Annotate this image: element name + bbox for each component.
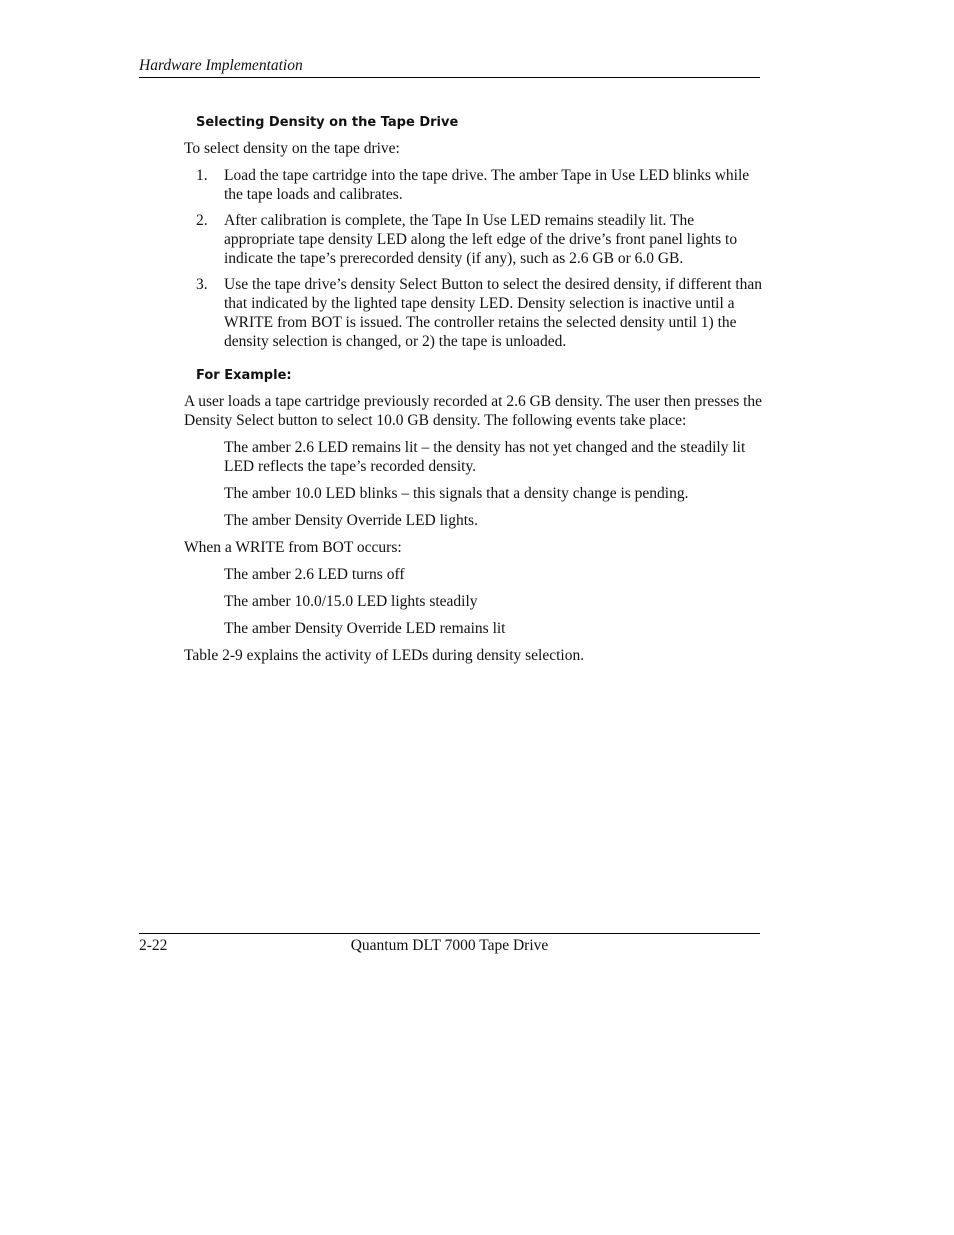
page-number: 2-22 bbox=[139, 937, 168, 954]
closing-text: Table 2-9 explains the activity of LEDs during density selection. bbox=[184, 647, 585, 664]
write-event-item: The amber Density Override LED remains lit bbox=[224, 620, 506, 637]
step-text: Use the tape drive’s density Select Button to select the desired density, if different than that indicated by the lighted tape density LED. Density selection is inactive until a WRITE from BOT is issued. The controller retains the selected density until 1) the density selection is changed, or 2) the tape is unloaded. bbox=[224, 276, 763, 350]
running-title: Hardware Implementation bbox=[139, 57, 303, 74]
footer-title: Quantum DLT 7000 Tape Drive bbox=[350, 937, 549, 954]
steps-list bbox=[184, 166, 764, 351]
list-item bbox=[184, 166, 764, 204]
list-item bbox=[184, 275, 764, 351]
page-footer bbox=[139, 933, 760, 958]
step-text: Load the tape cartridge into the tape drive. The amber Tape in Use LED blinks while the tape loads and calibrates. bbox=[224, 167, 750, 203]
write-intro: When a WRITE from BOT occurs: bbox=[184, 539, 402, 556]
event-item: The amber 10.0 LED blinks – this signals that a density change is pending. bbox=[224, 485, 689, 502]
write-event-item: The amber 2.6 LED turns off bbox=[224, 566, 405, 583]
event-item: The amber 2.6 LED remains lit – the density has not yet changed and the steadily lit LED reflects the tape’s recorded density. bbox=[224, 439, 746, 475]
step-number: 2. bbox=[196, 212, 208, 229]
list-item bbox=[184, 211, 764, 268]
step-number: 1. bbox=[196, 167, 208, 184]
main-content bbox=[184, 112, 764, 673]
page-header bbox=[139, 56, 760, 78]
step-text: After calibration is complete, the Tape In Use LED remains steadily lit. The appropriate tape density LED along the left edge of the drive’s front panel lights to indicate the tape’s prerecorded density (if any), such as 2.6 GB or 6.0 GB. bbox=[224, 212, 738, 267]
write-event-item: The amber 10.0/15.0 LED lights steadily bbox=[224, 593, 478, 610]
example-intro: A user loads a tape cartridge previously recorded at 2.6 GB density. The user then presses the Density Select button to select 10.0 GB density. The following events take place: bbox=[184, 393, 763, 429]
section-intro: To select density on the tape drive: bbox=[184, 140, 400, 157]
example-heading: For Example: bbox=[196, 368, 292, 383]
section-heading: Selecting Density on the Tape Drive bbox=[196, 115, 459, 130]
step-number: 3. bbox=[196, 276, 208, 293]
event-item: The amber Density Override LED lights. bbox=[224, 512, 478, 529]
